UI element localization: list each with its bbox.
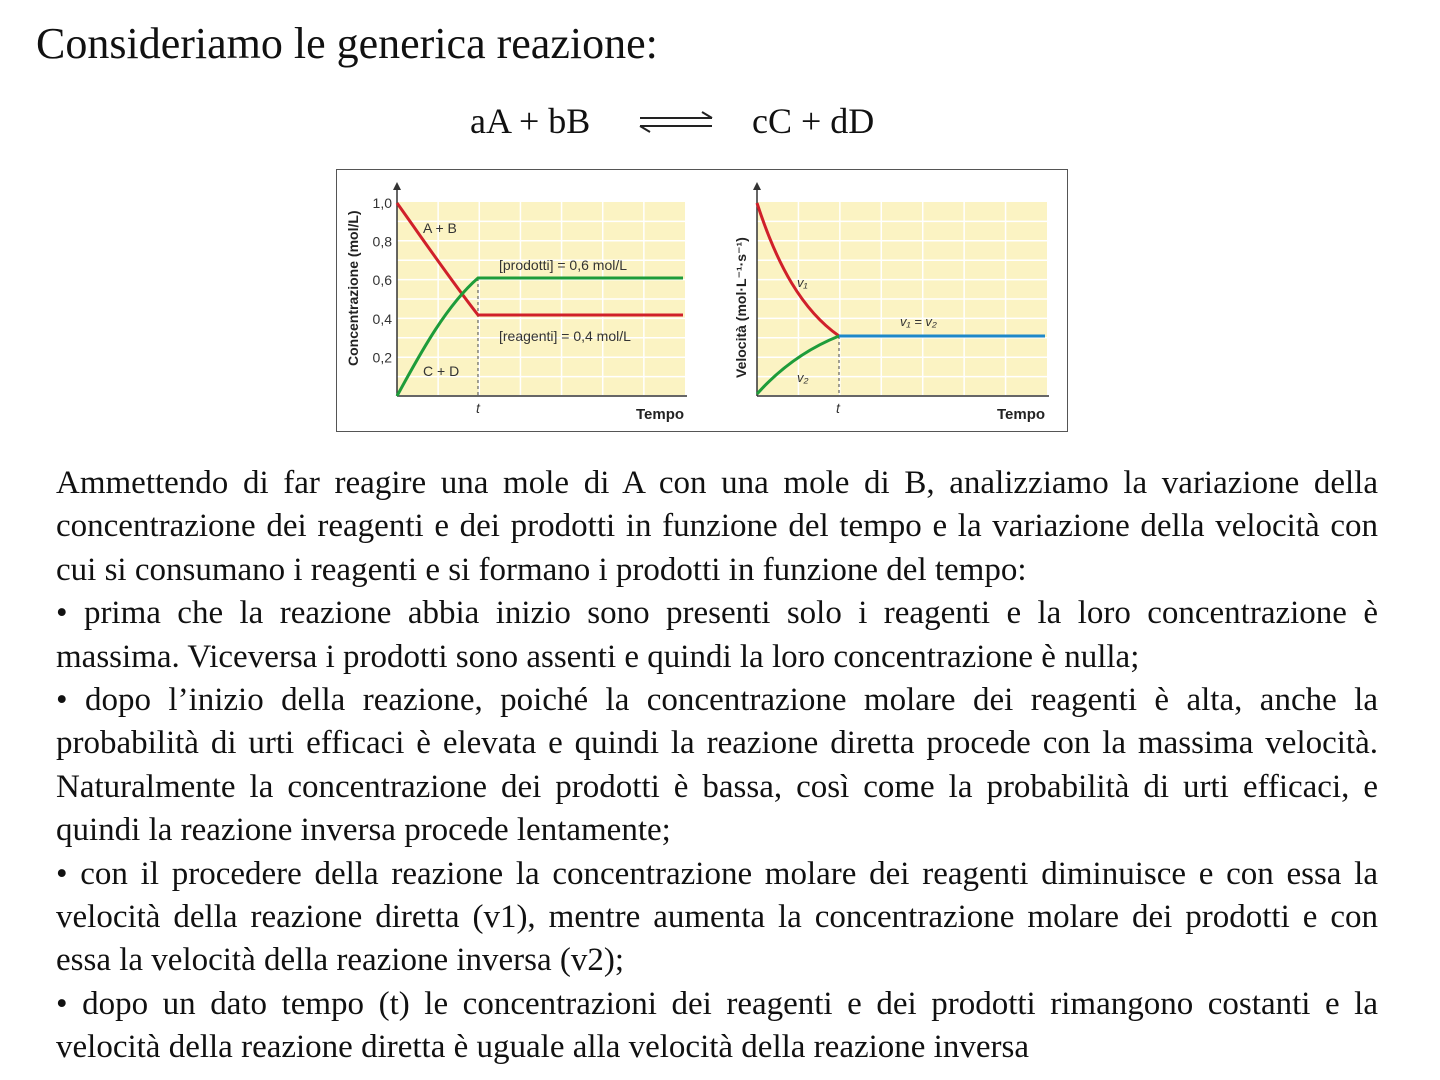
velocity-t-label: t [836, 400, 840, 416]
y-tick-label: 0,8 [372, 233, 392, 250]
v1-label: v₁ [797, 275, 808, 290]
y-axis-arrow-icon [393, 182, 401, 190]
paragraph-bullet-2: • dopo l’inizio della reazione, poiché la concentrazione molare dei reagenti è alta, anche la probabilità di urti efficaci è elevata e quindi la reazione diretta procede con la massima velocità. Naturalmente la concentrazione dei prodotti è bassa, così come la probabilità di urti efficaci, e quindi la reazione inversa procede lentamente; [56, 682, 1378, 849]
paragraph-intro: Ammettendo di far reagire una mole di A con una mole di B, analizziamo la variazione della concentrazione dei reagenti e dei prodotti in funzione del tempo e la variazione della velocità con cui si consumano i reagenti e si formano i prodotti in funzione del tempo: [56, 465, 1378, 588]
concentration-chart [345, 182, 687, 423]
paragraph-bullet-3: • con il procedere della reazione la concentrazione molare dei reagenti diminuisce e con essa la velocità della reazione diretta (v1), mentre aumenta la concentrazione molare dei prodotti e con essa la velocità della reazione inversa (v2); [56, 855, 1378, 979]
paragraph-bullet-1: • prima che la reazione abbia inizio sono presenti solo i reagenti e la loro concentrazione è massima. Viceversa i prodotti sono assenti e quindi la loro concentrazione è nulla; [56, 595, 1378, 675]
figure-panel [336, 169, 1068, 432]
velocity-chart [733, 182, 1049, 423]
concentration-x-label: Tempo [636, 406, 685, 423]
velocity-y-label: Velocità (mol·L⁻¹·s⁻¹) [733, 237, 749, 378]
reactants-series-label: A + B [423, 220, 457, 236]
equation-products: cC + dD [752, 101, 875, 141]
velocity-x-label: Tempo [997, 406, 1046, 423]
products-eq-label: [prodotti] = 0,6 mol/L [499, 257, 628, 273]
explanation-text [56, 462, 1378, 1070]
equal-label: v₁ = v₂ [900, 314, 937, 329]
equilibrium-arrow-icon [636, 110, 716, 134]
charts-svg [337, 170, 1069, 433]
y-tick-label: 0,6 [372, 272, 392, 289]
velocity-y-axis-arrow-icon [753, 182, 761, 190]
y-tick-label: 0,4 [372, 310, 392, 327]
page-title: Consideriamo le generica reazione: [36, 19, 658, 68]
products-series-label: C + D [423, 363, 460, 379]
reactants-eq-label: [reagenti] = 0,4 mol/L [499, 328, 631, 344]
reaction-equation [0, 100, 1440, 150]
concentration-t-label: t [476, 400, 480, 416]
concentration-y-ticks [373, 195, 393, 365]
y-tick-label: 1,0 [372, 195, 392, 211]
concentration-y-label: Concentrazione (mol/L) [345, 210, 361, 366]
y-tick-label: 0,2 [372, 349, 392, 366]
equation-reactants: aA + bB [470, 101, 591, 141]
v2-label: v₂ [797, 370, 809, 385]
paragraph-bullet-4: • dopo un dato tempo (t) le concentrazioni dei reagenti e dei prodotti rimangono costanti e la velocità della reazione diretta è uguale alla velocità della reazione inversa [56, 985, 1378, 1066]
